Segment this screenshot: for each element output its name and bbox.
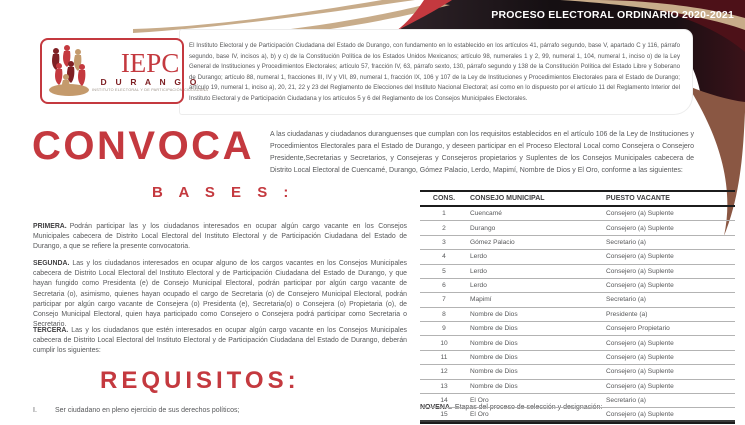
row-puesto-vacante: Consejero (a) Suplente [604,350,735,364]
table-row [420,307,735,321]
bases-heading: B A S E S : [152,184,295,201]
vacancy-table-header [420,191,735,206]
row-puesto-vacante: Consejero (a) Suplente [604,408,735,423]
intro-card [180,30,692,114]
row-cons: 13 [420,379,468,393]
table-row [420,322,735,336]
row-consejo-municipal: Lerdo [468,250,604,264]
base-primera-label: PRIMERA. [33,223,67,230]
row-puesto-vacante: Consejero (a) Suplente [604,206,735,221]
table-row [420,365,735,379]
row-puesto-vacante: Consejero (a) Suplente [604,336,735,350]
col-header-cons: CONS. [420,191,468,206]
row-cons: 4 [420,250,468,264]
table-row [420,336,735,350]
row-puesto-vacante: Presidente (a) [604,307,735,321]
novena-text: Etapas del proceso de selección y designación: [454,404,603,411]
row-cons: 8 [420,307,468,321]
table-row [420,408,735,423]
row-consejo-municipal: Nombre de Dios [468,350,604,364]
row-consejo-municipal: Lerdo [468,264,604,278]
row-puesto-vacante: Consejero (a) Suplente [604,264,735,278]
row-consejo-municipal: Nombre de Dios [468,307,604,321]
table-row [420,278,735,292]
logo-acronym: IEPC [120,47,180,78]
logo-text-block [92,47,214,93]
iepc-logo [40,38,209,104]
row-consejo-municipal: Lerdo [468,278,604,292]
row-puesto-vacante: Consejero (a) Suplente [604,379,735,393]
row-puesto-vacante: Consejero (a) Suplente [604,278,735,292]
row-cons: 12 [420,365,468,379]
row-puesto-vacante: Consejero Propietario [604,322,735,336]
vacancy-table-body [420,206,735,423]
base-tercera-label: TERCERA. [33,327,69,334]
legal-foundation-text: El Instituto Electoral y de Participación Ciudadana del Estado de Durango, con fundamento en lo establecido en los artículos 41, párrafo segundo, base V, apartado C y 116, párrafo segundo, base IV, incisos a), b) y c) de la Constitución Política de los Estados Unidos Mexicanos; artículo 98, numerales 1 y 2, 99, numeral 1, 104, numeral 1, inciso o) de la Ley General de Instituciones y Procedimientos Electorales; artículo 57, fracción IV, 63, párrafo sexto, 130, párrafo segundo y 138 de la Constitución Política del Estado Libre y Soberano de Durango; artículo 88, numeral 1, fracciones III, IV y VII, 89, numeral 1, fracción IX, 106 y 107 de la Ley de Instituciones y Procedimientos Electorales para el Estado de Durango; artículo 19, numeral 1, inciso a), 20, 21, 22 y 23 del Reglamento de Elecciones del Instituto Nacional Electoral; así como en lo dispuesto por el artículo 11 del Reglamento Interior del Instituto Electoral y de Participación Ciudadana y los artículos 5 y 6 del Reglamento de los Consejos Municipales Electorales. [189,42,680,102]
row-puesto-vacante: Secretario (a) [604,293,735,307]
base-segunda-text: Las y los ciudadanos interesados en ocupar alguno de los cargos vacantes en los Consejos Municipales cabecera de Distrito Local Electoral del Instituto Electoral y de Participación Ciudadana del Estado de Durango, y que hayan fungido como Presidenta (e) de Consejo Municipal Electoral, podrán participar por algún cargo vacante de Secretaria (o), asimismo, quienes hayan ocupado el cargo de Secretaria (o) de Consejero Municipal Electoral, podrán participar por algún cargo vacante de Consejera (o) Presidenta (e), Secretaria(o) o Consejera (o) Propietaria (o), de Consejo Municipal Electoral, quien haya participado como Consejero o Consejera podrá participar como Secretaria o Secretario. [33,260,407,329]
row-cons: 14 [420,393,468,407]
row-cons: 5 [420,264,468,278]
row-puesto-vacante: Consejero (a) Suplente [604,221,735,235]
table-row [420,293,735,307]
row-consejo-municipal: El Oro [468,393,604,407]
requisito-item [33,407,407,414]
row-puesto-vacante: Consejero (a) Suplente [604,250,735,264]
table-row [420,221,735,235]
row-cons: 10 [420,336,468,350]
base-tercera-text: Las y los ciudadanos que estén interesados en ocupar algún cargo vacante en los Consejos Municipales cabecera de Distrito Local Electoral del Instituto Electoral y de Participación Ciudadana del Estado de Durango, deberán cumplir los siguientes: [33,327,407,355]
convoca-paragraph: A las ciudadanas y ciudadanos duranguenses que cumplan con los requisitos establecidos en el artículo 106 de la Ley de Instituciones y Procedimientos Electorales para el Estado de Durango, y deseen participar en el Proceso Electoral Local como Consejera o Consejero Presidente,Secretarias y Secretarios, y Consejeras y Consejeros propietarios y Suplentes de los Consejos Municipales cabecera de Distrito Local Electoral de Cuencamé, Durango, Gómez Palacio, Lerdo, Mapimí, Nombre de Dios y El Oro, conforme a las siguientes: [270,131,694,174]
table-row [420,393,735,407]
base-segunda-label: SEGUNDA. [33,260,70,267]
row-consejo-municipal: Nombre de Dios [468,336,604,350]
row-consejo-municipal: Durango [468,221,604,235]
base-tercera [33,326,407,357]
row-consejo-municipal: El Oro [468,408,604,423]
row-cons: 2 [420,221,468,235]
row-consejo-municipal: Mapimí [468,293,604,307]
convoca-heading: CONVOCA [32,124,254,168]
row-cons: 11 [420,350,468,364]
row-consejo-municipal: Nombre de Dios [468,322,604,336]
col-header-puesto-vacante: PUESTO VACANTE [604,191,735,206]
table-row [420,379,735,393]
table-row [420,250,735,264]
row-puesto-vacante: Secretario (a) [604,393,735,407]
banner-title: PROCESO ELECTORAL ORDINARIO 2020-2021 [491,9,734,21]
table-row [420,264,735,278]
row-consejo-municipal: Cuencamé [468,206,604,221]
row-consejo-municipal: Nombre de Dios [468,365,604,379]
row-consejo-municipal: Gómez Palacio [468,235,604,249]
dancing-figures [52,45,85,92]
row-consejo-municipal: Nombre de Dios [468,379,604,393]
row-cons: 9 [420,322,468,336]
requisito-number: I. [33,407,37,414]
row-cons: 3 [420,235,468,249]
logo-figures-icon [46,44,92,98]
base-primera-text: Podrán participar las y los ciudadanos interesados en ocupar algún cargo vacante en los Consejos Municipales cabecera de Distrito Local Electoral del Instituto Electoral y de Participación Ciudadana del Estado de Durango, a que se refiere la presente convocatoria. [33,223,407,251]
logo-state: D U R A N G O [100,76,200,87]
row-puesto-vacante: Consejero (a) Suplente [604,365,735,379]
row-cons: 1 [420,206,468,221]
table-row [420,235,735,249]
table-row [420,206,735,221]
row-cons: 15 [420,408,468,423]
requisito-text: Ser ciudadano en pleno ejercicio de sus derechos políticos; [55,407,240,414]
logo-tagline: INSTITUTO ELECTORAL Y DE PARTICIPACIÓN CIUDADANA [92,88,209,93]
row-cons: 6 [420,278,468,292]
novena-label: NOVENA. [420,404,452,411]
requisitos-heading: REQUISITOS: [100,367,300,394]
table-row [420,350,735,364]
row-cons: 7 [420,293,468,307]
row-puesto-vacante: Secretario (a) [604,235,735,249]
base-segunda [33,259,407,330]
vacancy-table [420,190,735,424]
col-header-consejo-municipal: CONSEJO MUNICIPAL [468,191,604,206]
